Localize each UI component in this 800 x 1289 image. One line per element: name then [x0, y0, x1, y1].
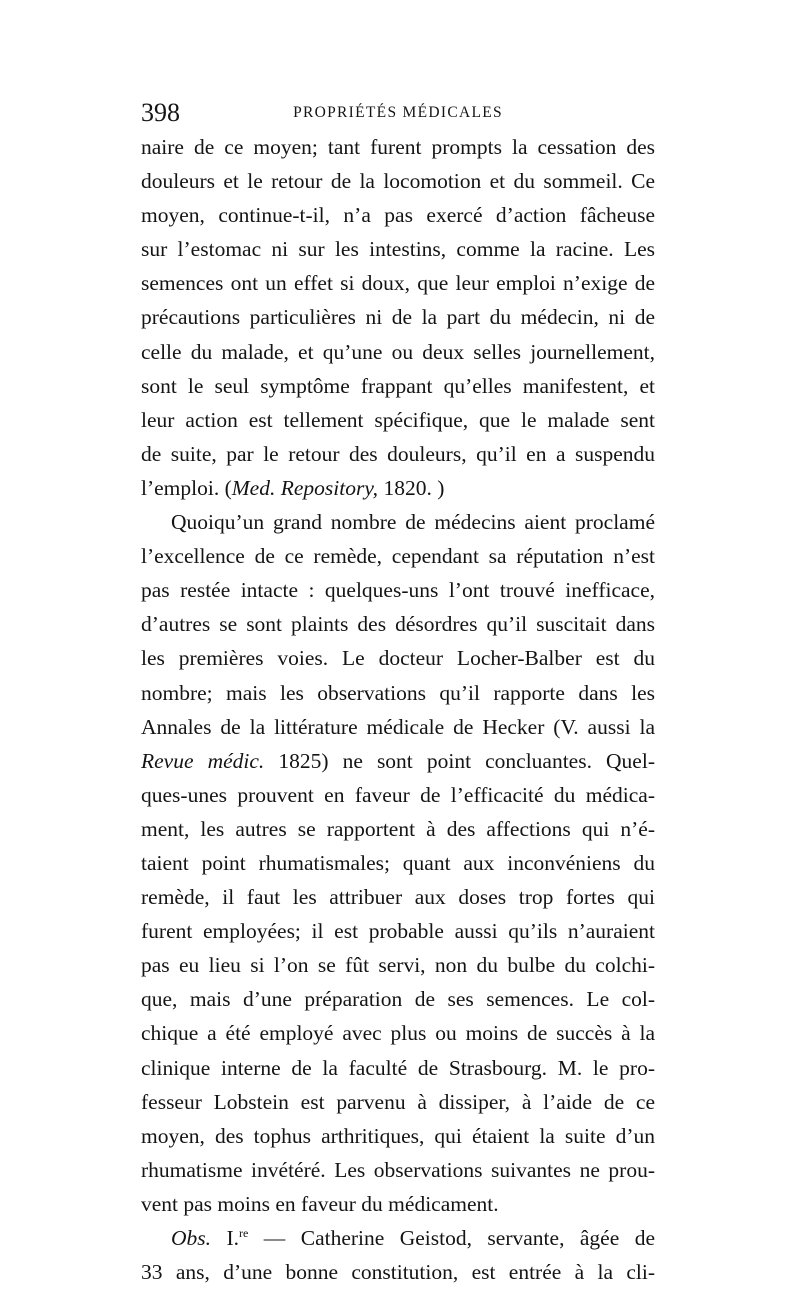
text-line: ques-unes prouvent en faveur de l’efficacité du médica- — [141, 782, 655, 807]
text-line: clinique interne de la faculté de Strasbourg. M. le pro- — [141, 1055, 655, 1080]
text-line: moyen, des tophus arthritiques, qui étaient la suite d’un — [141, 1123, 655, 1148]
paragraph-end-line: vent pas moins en faveur du médicament. — [141, 1191, 499, 1216]
text-line: pas restée intacte : quelques-uns l’ont trouvé inefficace, — [141, 578, 655, 603]
citation-line: l’emploi. (Med. Repository, 1820. ) — [141, 475, 445, 500]
body-text — [141, 130, 655, 1289]
text-line: Annales de la littérature médicale de Hecker (V. aussi la — [141, 714, 655, 739]
page-number: 398 — [141, 98, 180, 127]
text-line: que, mais d’une préparation de ses semences. Le col- — [141, 987, 655, 1012]
text-line: ment, les autres se rapportent à des affections qui n’é- — [141, 816, 655, 841]
text-line: l’excellence de ce remède, cependant sa réputation n’est — [141, 544, 655, 569]
text-line: Revue médic. 1825) ne sont point concluantes. Quel- — [141, 748, 655, 773]
journal-title: Revue médic. — [141, 748, 265, 773]
text-line: douleurs et le retour de la locomotion et du sommeil. Ce — [141, 169, 655, 194]
ordinal-superscript: re — [239, 1226, 249, 1240]
text-line: naire de ce moyen; tant furent prompts la cessation des — [141, 135, 655, 159]
text-line: d’autres se sont plaints des désordres qu’il suscitait dans — [141, 612, 655, 637]
text-line: leur action est tellement spécifique, que le malade sent — [141, 407, 655, 432]
journal-title: Med. Repository, — [231, 475, 379, 500]
text-line: 33 ans, d’une bonne constitution, est entrée à la cli- — [141, 1260, 655, 1285]
text-line: rhumatisme invétéré. Les observations suivantes ne prou- — [141, 1157, 655, 1182]
running-title: PROPRIÉTÉS MÉDICALES — [293, 104, 503, 121]
text-line: chique a été employé avec plus ou moins de succès à la — [141, 1021, 655, 1046]
text-line: sur l’estomac ni sur les intestins, comme la racine. Les — [141, 237, 655, 262]
observation-heading-line: Obs. I.$^{re}$ — Catherine Geistod, servante, âgée de — [171, 1226, 655, 1250]
text-line: nombre; mais les observations qu’il rapporte dans les — [141, 680, 655, 705]
text-line: remède, il faut les attribuer aux doses trop fortes qui — [141, 885, 655, 910]
text-line: moyen, continue-t-il, n’a pas exercé d’action fâcheuse — [141, 203, 655, 228]
obs-label: Obs. — [171, 1226, 212, 1250]
text-line: pas eu lieu si l’on se fût servi, non du bulbe du colchi- — [141, 953, 655, 978]
text-line: précautions particulières ni de la part du médecin, ni de — [141, 305, 655, 330]
text-line: fesseur Lobstein est parvenu à dissiper, à l’aide de ce — [141, 1089, 655, 1114]
page-header — [141, 96, 655, 130]
text-line: les premières voies. Le docteur Locher-Balber est du — [141, 646, 655, 671]
text-line: semences ont un effet si doux, que leur emploi n’exige de — [141, 271, 655, 296]
paragraph-start-line: Quoiqu’un grand nombre de médecins aient proclamé — [171, 510, 655, 535]
text-line: furent employées; il est probable aussi qu’ils n’auraient — [141, 919, 655, 944]
text-line: celle du malade, et qu’une ou deux selles journellement, — [141, 339, 655, 364]
text-line: taient point rhumatismales; quant aux inconvéniens du — [141, 850, 655, 875]
text-line: de suite, par le retour des douleurs, qu’il en a suspendu — [141, 441, 655, 466]
text-line: sont le seul symptôme frappant qu’elles manifestent, et — [141, 373, 655, 398]
